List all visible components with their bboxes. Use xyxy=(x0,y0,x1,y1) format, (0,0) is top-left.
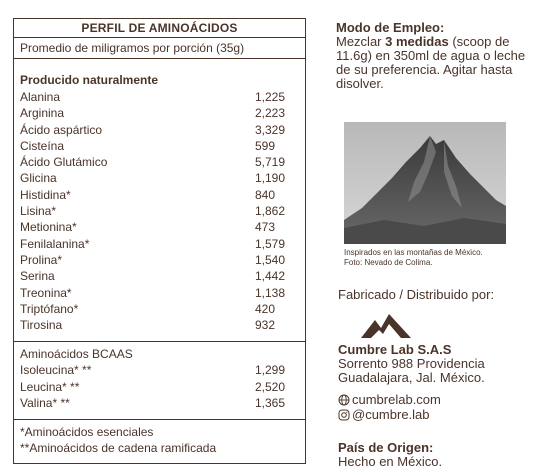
usage-block xyxy=(336,20,526,91)
amino-acid-profile-panel xyxy=(13,18,306,464)
mountain-photo xyxy=(344,122,506,244)
table-row xyxy=(20,187,299,203)
usage-bold: 3 medidas xyxy=(385,34,449,49)
amino-name: Leucina* ** xyxy=(20,379,80,394)
table-row xyxy=(20,170,299,186)
usage-heading: Modo de Empleo: xyxy=(336,20,445,35)
natural-heading: Producido naturalmente xyxy=(20,73,159,87)
amino-value: 1,442 xyxy=(255,269,286,284)
amino-name: Tirosina xyxy=(20,318,63,333)
amino-name: Isoleucina* ** xyxy=(20,363,92,378)
amino-name: Metionina* xyxy=(20,220,77,235)
table-row xyxy=(20,138,299,154)
amino-name: Prolina* xyxy=(20,252,63,267)
amino-value: 1,299 xyxy=(255,363,286,378)
amino-value: 2,520 xyxy=(255,379,286,394)
amino-value: 1,138 xyxy=(255,285,286,300)
origin-value: Hecho en México. xyxy=(338,454,443,469)
amino-name: Serina xyxy=(20,269,55,284)
amino-name: Valina* ** xyxy=(20,396,70,411)
amino-value: 1,862 xyxy=(255,204,286,219)
table-row xyxy=(20,236,299,252)
table-row xyxy=(20,362,299,378)
table-row xyxy=(20,268,299,284)
amino-name: Treonina* xyxy=(20,285,72,300)
amino-value: 3,329 xyxy=(255,122,286,137)
website-line[interactable] xyxy=(338,392,441,407)
instagram-icon xyxy=(338,409,350,421)
manufacturer-label: Fabricado / Distribuido por: xyxy=(338,287,495,302)
amino-value: 1,225 xyxy=(255,90,286,104)
amino-value: 932 xyxy=(255,318,276,333)
footnote-essential: *Aminoácidos esenciales xyxy=(20,425,154,440)
website-text[interactable]: cumbrelab.com xyxy=(352,392,441,407)
amino-value: 1,579 xyxy=(255,236,286,251)
amino-name: Ácido Glutámico xyxy=(20,155,108,170)
table-row xyxy=(20,219,299,235)
address-line2: Guadalajara, Jal. México. xyxy=(338,370,485,385)
instagram-line[interactable] xyxy=(338,407,441,422)
table-row xyxy=(20,317,299,333)
table-row xyxy=(20,395,299,411)
amino-name: Cisteína xyxy=(20,138,65,153)
footnote-branched: **Aminoácidos de cadena ramificada xyxy=(20,441,217,456)
manufacturer-block xyxy=(338,342,528,385)
footnotes xyxy=(14,420,305,456)
origin-heading: País de Origen: xyxy=(338,440,434,455)
table-row xyxy=(20,379,299,395)
table-row xyxy=(20,285,299,301)
table-row xyxy=(20,252,299,268)
amino-value: 599 xyxy=(255,138,276,153)
amino-name: Ácido aspártico xyxy=(20,122,103,137)
amino-name: Alanina xyxy=(20,90,61,104)
amino-value: 1,540 xyxy=(255,252,286,267)
amino-value: 420 xyxy=(255,301,276,316)
caption-line2: Foto: Nevado de Colima. xyxy=(344,257,433,267)
amino-value: 1,365 xyxy=(255,396,286,411)
amino-value: 2,223 xyxy=(255,106,286,121)
address-line1: Sorrento 988 Providencia xyxy=(338,356,485,371)
photo-caption xyxy=(344,248,524,267)
amino-value: 1,190 xyxy=(255,171,286,186)
usage-suffix: (scoop de 11.6g) en 350ml de agua o leche de su preferencia. Agitar hasta disolver. xyxy=(336,34,526,91)
globe-icon xyxy=(338,394,350,406)
caption-line1: Inspirados en las montañas de México. xyxy=(344,248,483,257)
usage-prefix: Mezclar xyxy=(336,34,386,49)
amino-value: 473 xyxy=(255,220,276,235)
origin-block xyxy=(338,440,442,469)
amino-value: 5,719 xyxy=(255,155,286,170)
cumbre-logo-icon xyxy=(361,310,411,338)
amino-name: Arginina xyxy=(20,106,65,121)
amino-name: Glicina xyxy=(20,171,57,186)
usage-text xyxy=(336,35,526,91)
instagram-text[interactable]: @cumbre.lab xyxy=(352,407,430,422)
company-name: Cumbre Lab S.A.S xyxy=(338,342,452,357)
panel-subtitle: Promedio de miligramos por porción (35g) xyxy=(14,38,305,59)
table-row xyxy=(20,105,299,121)
natural-rows xyxy=(14,89,305,333)
bcaa-rows xyxy=(14,362,305,411)
amino-value: 840 xyxy=(255,187,276,202)
amino-name: Histidina* xyxy=(20,187,71,202)
table-row xyxy=(20,301,299,317)
table-row xyxy=(20,154,299,170)
table-row xyxy=(20,89,299,105)
panel-title: PERFIL DE AMINOÁCIDOS xyxy=(14,19,305,38)
contact-block xyxy=(338,392,441,422)
table-row xyxy=(20,122,299,138)
amino-name: Fenilalanina* xyxy=(20,236,90,251)
amino-name: Triptófano* xyxy=(20,301,79,316)
amino-name: Lisina* xyxy=(20,204,57,219)
bcaa-heading: Aminoácidos BCAAS xyxy=(20,347,133,362)
table-row xyxy=(20,203,299,219)
